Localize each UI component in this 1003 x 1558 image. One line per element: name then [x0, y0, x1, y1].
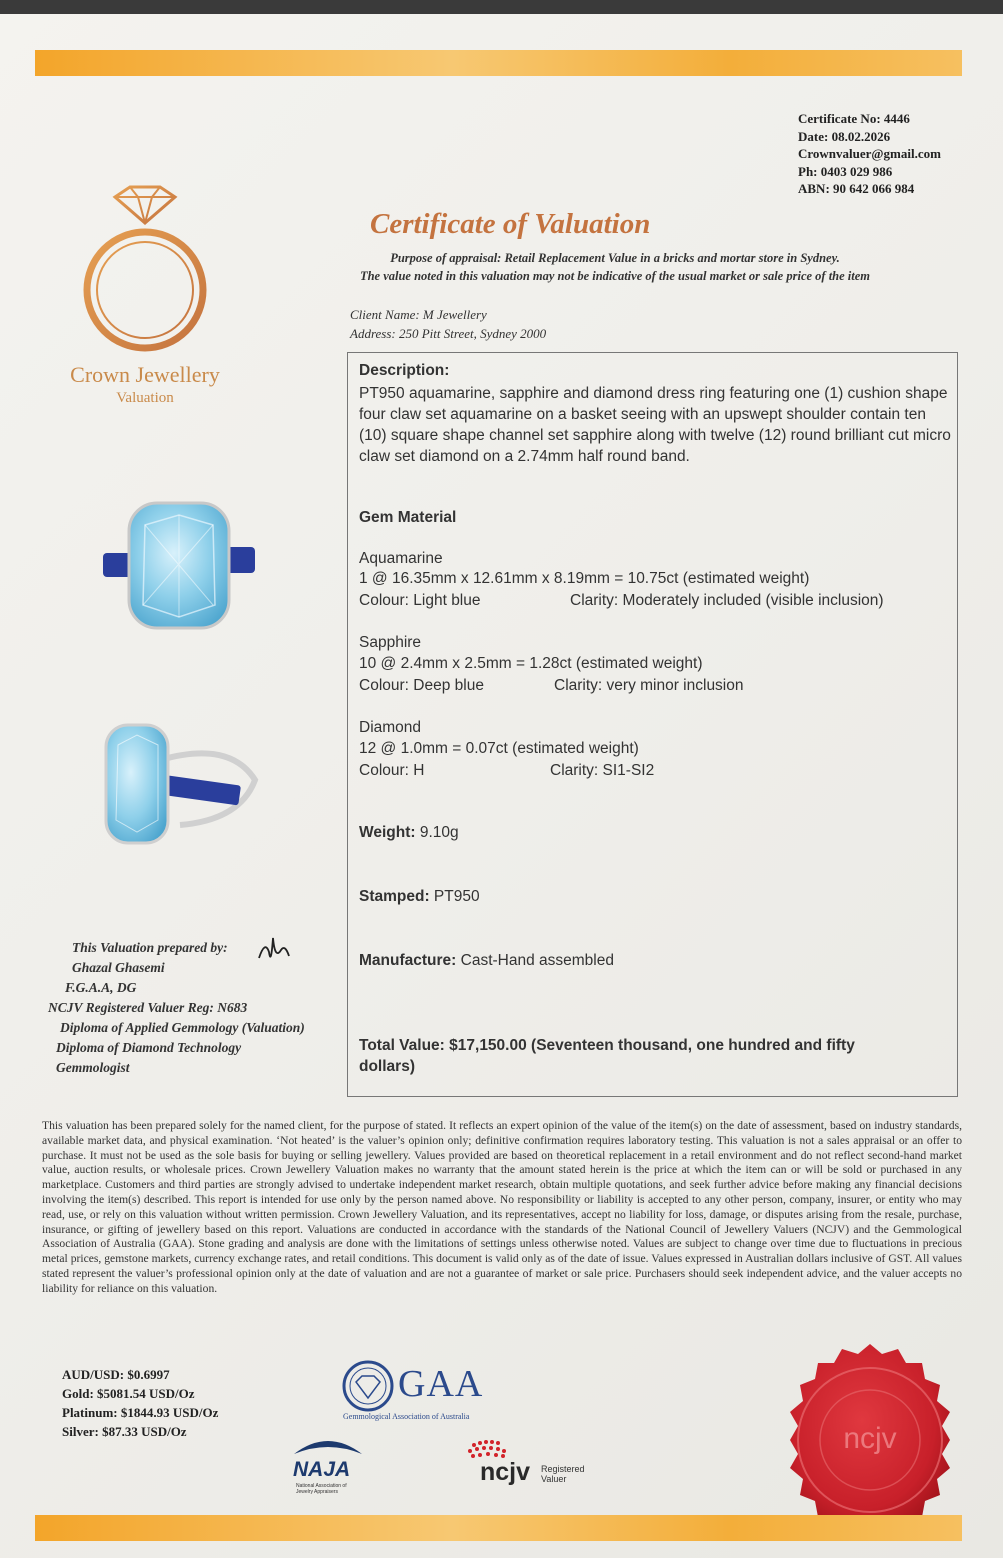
certificate-meta	[798, 110, 941, 198]
gem-clarity-aquamarine: Clarity: Moderately included (visible inclusion)	[570, 592, 884, 609]
stamped-label: Stamped:	[359, 888, 430, 905]
naja-logo-sub: National Association of Jewelry Appraisers	[296, 1483, 347, 1495]
description-box	[347, 352, 958, 1097]
gaa-logo-text: GAA	[398, 1363, 484, 1405]
metal-rates	[62, 1365, 218, 1441]
ncjv-logo-sub	[541, 1464, 585, 1484]
ncjv-logo-text: ncjv	[480, 1458, 531, 1486]
gem-clarity-sapphire: Clarity: very minor inclusion	[554, 677, 744, 694]
prepared-by-block	[40, 938, 350, 1078]
weight-row	[359, 824, 459, 842]
client-block	[350, 305, 546, 343]
purpose-statement	[300, 249, 930, 285]
ncjv-sub-line-1: Registered	[541, 1464, 585, 1474]
certificate-date: Date: 08.02.2026	[798, 128, 891, 144]
top-gold-bar	[35, 50, 962, 76]
weight-label: Weight:	[359, 824, 416, 841]
ring-photo-front	[95, 495, 265, 635]
ring-photo-side	[100, 720, 260, 850]
gem-colour-diamond: Colour: H	[359, 762, 425, 779]
stamped-row	[359, 888, 480, 906]
valuer-registration: NCJV Registered Valuer Reg: N683	[48, 1000, 248, 1015]
bottom-gold-bar	[35, 1515, 962, 1541]
certificate-number: Certificate No: 4446	[798, 111, 910, 126]
gem-clarity-diamond: Clarity: SI1-SI2	[550, 762, 655, 779]
gem-spec-sapphire: 10 @ 2.4mm x 2.5mm = 1.28ct (estimated weight)	[359, 655, 703, 672]
naja-logo-text: NAJA	[293, 1458, 351, 1481]
brand-name: Crown Jewellery	[70, 362, 220, 387]
description-heading: Description:	[359, 362, 450, 379]
red-seal-stamp-icon	[770, 1340, 970, 1540]
client-address: Address: 250 Pitt Street, Sydney 2000	[350, 326, 547, 341]
client-name: Client Name: M Jewellery	[350, 307, 487, 322]
manufacture-label: Manufacture:	[359, 952, 457, 969]
gem-name-diamond: Diamond	[359, 719, 422, 736]
signature-icon	[255, 930, 295, 970]
rate-platinum: Platinum: $1844.93 USD/Oz	[62, 1405, 219, 1420]
gem-name-sapphire: Sapphire	[359, 634, 422, 651]
rate-aud-usd: AUD/USD: $0.6997	[62, 1367, 170, 1382]
gaa-logo-sub: Gemmological Association of Australia	[343, 1412, 470, 1421]
ncjv-sub-line-2: Valuer	[541, 1474, 567, 1484]
valuer-diploma-2: Diploma of Diamond Technology	[56, 1040, 242, 1055]
prepared-by-label: This Valuation prepared by:	[72, 940, 228, 955]
valuer-diploma-1: Diploma of Applied Gemmology (Valuation)	[60, 1020, 305, 1035]
valuer-name: Ghazal Ghasemi	[72, 960, 165, 975]
contact-phone: Ph: 0403 029 986	[798, 163, 893, 179]
brand-sub: Valuation	[116, 390, 174, 406]
brand-block	[40, 362, 250, 407]
purpose-line-1: Purpose of appraisal: Retail Replacement Value in a bricks and mortar store in Sydney.	[390, 251, 840, 265]
gem-colour-sapphire: Colour: Deep blue	[359, 677, 484, 694]
stamped-value: PT950	[429, 888, 480, 905]
svg-text:ncjv: ncjv	[843, 1422, 897, 1455]
valuer-credentials: F.G.A.A, DG	[65, 980, 137, 995]
valuer-title: Gemmologist	[56, 1060, 130, 1075]
weight-value: 9.10g	[415, 824, 459, 841]
crown-ring-logo-icon	[80, 185, 210, 360]
rate-gold: Gold: $5081.54 USD/Oz	[62, 1386, 195, 1401]
disclaimer-text: This valuation has been prepared solely for the named client, for the purpose of stated. It reflects an expert opinion of the value of the item(s) on the date of assessment, based on industry standards, available market data, and physical examination. ‘Not heated’ is the valuer’s opinion only; definitive confirmation requires laboratory testing. This valuation is not a sales appraisal or an offer to purchase. It must not be used as the sole basis for buying or selling jewellery. Values provided are based on theoretical replacement in a retail environment and do not reflect second-hand market value, auction results, or wholesale prices. Crown Jewellery Valuation makes no warranty that the amount stated herein is the price at which the item can or will be sold or purchased in any marketplace. Customers and third parties are strongly advised to undertake independent market research, obtain multiple quotations, and seek further advice before making any financial decisions involving the item(s) described. This report is intended for use only by the person named above. No responsibility or liability is accepted to any other person, company, insurer, or entity who may read, use, or rely on this valuation without written permission. Crown Jewellery Valuation, and its representatives, accept no liability for loss, damage, or disputes arising from the resale, purchase, insurance, or gifting of jewellery based on this report. Valuations are conducted in accordance with the standards of the National Council of Jewellery Valuers (NCJV) and the Gemmological Association of Australia (GAA). Stone grading and analysis are done with the limitations of settings unless otherwise noted. Values are subject to change over time due to fluctuations in precious metal prices, gemstone markets, currency exchange rates, and retail conditions. This document is valid only as of the date of issue. Values expressed in Australian dollars inclusive of GST. All values stated represent the valuer’s professional opinion only at the date of valuation and are not a guarantee of market or sale price. Purchasers should seek independent advice, and the valuer accepts no liability for reliance on this valuation.	[42, 1119, 962, 1295]
gem-material-heading: Gem Material	[359, 509, 457, 526]
total-value-line-1: Total Value: $17,150.00 (Seventeen thousand, one hundred and fifty	[359, 1037, 855, 1054]
gem-spec-diamond: 12 @ 1.0mm = 0.07ct (estimated weight)	[359, 740, 639, 757]
top-edge	[0, 0, 1003, 14]
total-value-line-2: dollars)	[359, 1058, 415, 1075]
gem-name-aquamarine: Aquamarine	[359, 550, 443, 567]
gem-colour-aquamarine: Colour: Light blue	[359, 592, 481, 609]
description-body: PT950 aquamarine, sapphire and diamond dress ring featuring one (1) cushion shape four claw set aquamarine on a basket seeing with an upswept shoulder contain ten (10) square shape channel set sapphire along with twelve (12) round brilliant cut micro claw set diamond on a 2.74mm half round band.	[359, 385, 951, 465]
abn: ABN: 90 642 066 984	[798, 181, 915, 196]
purpose-line-2: The value noted in this valuation may not be indicative of the usual market or sale price of the item	[359, 269, 871, 283]
certificate-title: Certificate of Valuation	[370, 208, 651, 240]
rate-silver: Silver: $87.33 USD/Oz	[62, 1424, 187, 1439]
manufacture-row	[359, 952, 614, 970]
contact-email: Crownvaluer@gmail.com	[798, 146, 941, 161]
manufacture-value: Cast-Hand assembled	[456, 952, 614, 969]
gem-spec-aquamarine: 1 @ 16.35mm x 12.61mm x 8.19mm = 10.75ct (estimated weight)	[359, 570, 810, 587]
